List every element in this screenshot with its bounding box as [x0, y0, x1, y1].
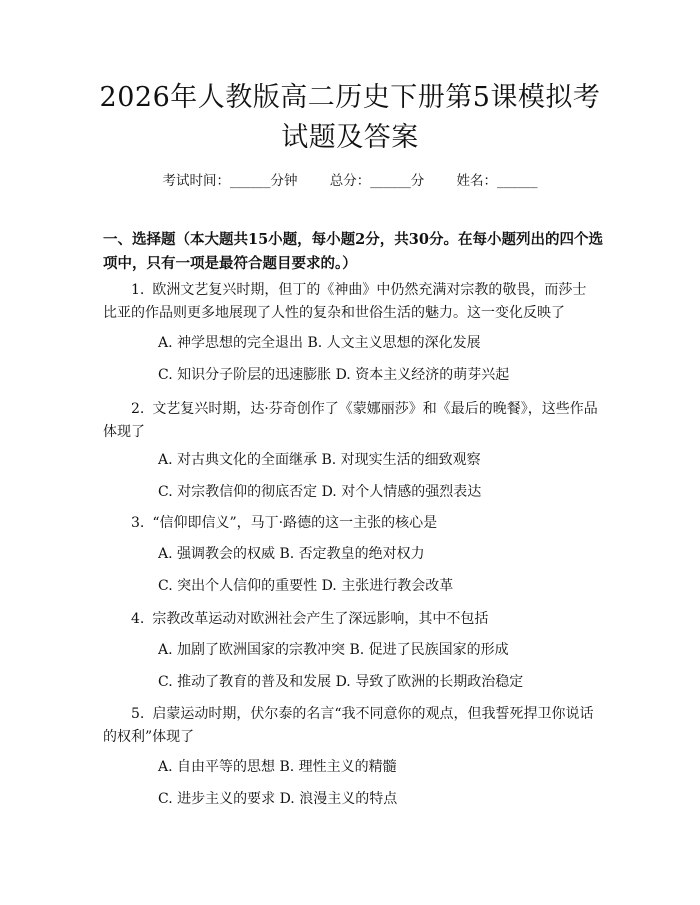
question-5 — [103, 703, 599, 749]
question-text: 宗教改革运动对欧洲社会产生了深远影响，其中不包括 — [152, 611, 489, 627]
document-title: 2026年人教版高二历史下册第5课模拟考试题及答案 — [99, 82, 601, 153]
question-2-options-cd: C. 对宗教信仰的彻底否定 D. 对个人情感的强烈表达 — [158, 484, 482, 500]
question-3-options-cd: C. 突出个人信仰的重要性 D. 主张进行教会改革 — [158, 578, 454, 594]
question-4-options-cd: C. 推动了教育的普及和发展 D. 导致了欧洲的长期政治稳定 — [158, 674, 524, 690]
question-4 — [103, 608, 599, 631]
question-number: 3. — [131, 515, 145, 531]
exam-meta-line — [0, 169, 700, 189]
question-1-options-ab: A. 神学思想的完全退出 B. 人文主义思想的深化发展 — [158, 335, 481, 351]
question-2 — [103, 398, 599, 444]
question-number: 4. — [131, 611, 145, 627]
question-number: 2. — [131, 401, 145, 417]
question-1-options-cd: C. 知识分子阶层的迅速膨胀 D. 资本主义经济的萌芽兴起 — [158, 367, 510, 383]
question-text: 文艺复兴时期，达·芬奇创作了《蒙娜丽莎》和《最后的晚餐》，这些作品体现了 — [103, 401, 598, 440]
question-text: 启蒙运动时期，伏尔泰的名言“我不同意你的观点，但我誓死捍卫你说话的权利”体现了 — [103, 706, 594, 745]
question-text: 欧洲文艺复兴时期，但丁的《神曲》中仍然充满对宗教的敬畏，而莎士比亚的作品则更多地展现了人性的复杂和世俗生活的魅力。这一变化反映了 — [103, 282, 587, 321]
student-name-field: 姓名：______ — [456, 173, 538, 189]
question-1 — [103, 279, 599, 325]
question-5-options-ab: A. 自由平等的思想 B. 理性主义的精髓 — [158, 759, 397, 775]
exam-time-field: 考试时间：______分钟 — [162, 173, 298, 189]
section-heading: 一、选择题（本大题共15小题，每小题2分，共30分。在每小题列出的四个选项中，只有一项是最符合题目要求的。） — [103, 231, 603, 272]
question-number: 1. — [131, 282, 145, 298]
question-2-options-ab: A. 对古典文化的全面继承 B. 对现实生活的细致观察 — [158, 452, 481, 468]
question-number: 5. — [131, 706, 145, 722]
total-score-field: 总分：______分 — [329, 173, 425, 189]
question-text: “信仰即信义”，马丁·路德的这一主张的核心是 — [152, 515, 438, 531]
question-4-options-ab: A. 加剧了欧洲国家的宗教冲突 B. 促进了民族国家的形成 — [158, 642, 509, 658]
question-3 — [103, 512, 599, 535]
question-5-options-cd: C. 进步主义的要求 D. 浪漫主义的特点 — [158, 791, 398, 807]
question-3-options-ab: A. 强调教会的权威 B. 否定教皇的绝对权力 — [158, 546, 425, 562]
